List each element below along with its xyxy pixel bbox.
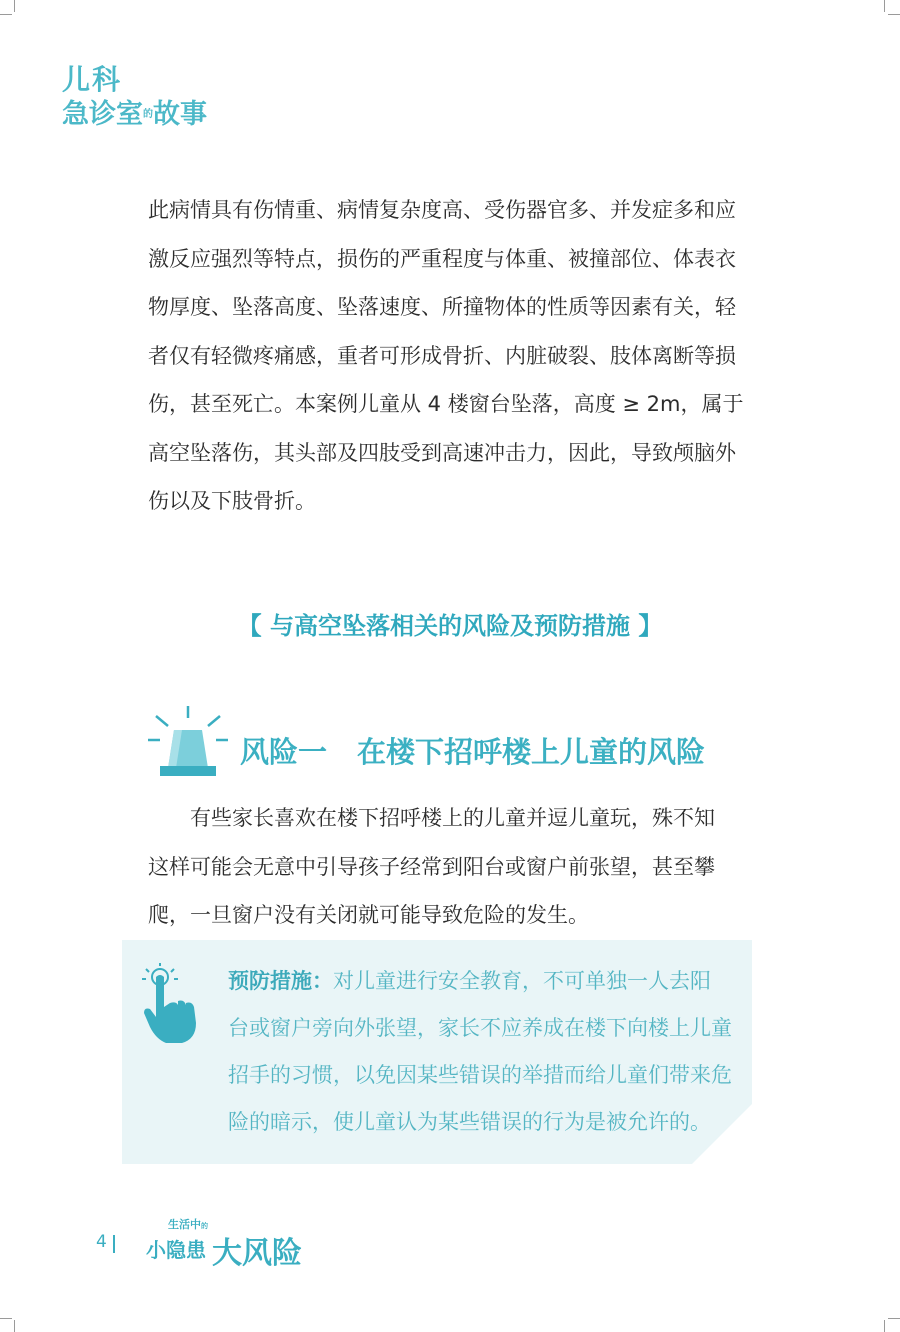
text-line: 险的暗示，使儿童认为某些错误的行为是被允许的。 [228,1110,711,1134]
text-line: 这样可能会无意中引导孩子经常到阳台或窗户前张望，甚至攀 [148,854,715,879]
risk-paragraph [148,794,738,940]
logo-line2: 急诊室$^的$故事 [62,99,207,130]
text-line: 此病情具有伤情重、病情复杂度高、受伤器官多、并发症多和应 [148,198,736,222]
crop-mark [14,1320,15,1332]
prevention-text [228,958,732,1146]
crop-mark [884,0,885,12]
text-line: 伤以及下肢骨折。 [148,489,316,513]
section-title: 【 与高空坠落相关的风险及预防措施 】 [237,612,663,640]
crop-mark [888,14,900,15]
risk-heading [240,730,705,771]
prevention-label: 预防措施： [228,969,333,993]
crop-mark [884,1320,885,1332]
text-line: 招手的习惯，以免因某些错误的举措而给儿童们带来危 [228,1063,732,1087]
page-number: 4 [96,1232,107,1252]
series-logo-mid: 小隐患 [146,1238,206,1262]
text-line: 物厚度、坠落高度、坠落速度、所撞物体的性质等因素有关，轻 [148,295,736,319]
crop-mark [14,0,15,12]
intro-paragraph [148,186,744,526]
crop-mark [0,14,12,15]
text-line: 激反应强烈等特点，损伤的严重程度与体重、被撞部位、体表衣 [148,246,736,271]
pointing-hand-icon [140,963,204,1047]
alarm-light-icon [148,704,228,780]
risk-title: 在楼下招呼楼上儿童的风险 [357,735,706,769]
series-logo-small: 生活中的 [168,1218,208,1231]
text-line: 高空坠落伤，其头部及四肢受到高速冲击力，因此，导致颅脑外 [148,440,736,465]
crop-mark [0,1318,12,1319]
text-line: 台或窗户旁向外张望，家长不应养成在楼下向楼上儿童 [228,1016,732,1040]
logo-line1: 儿科 [62,63,123,96]
risk-number: 风险一 [240,735,328,769]
text-line: 者仅有轻微疼痛感，重者可形成骨折、内脏破裂、肢体离断等损 [148,343,736,368]
series-logo-big: 大风险 [212,1236,302,1271]
text-line: 爬，一旦窗户没有关闭就可能导致危险的发生。 [148,903,589,927]
text-line: 预防措施：对儿童进行安全教育，不可单独一人去阳 [228,969,711,993]
page-divider [113,1235,115,1253]
text-line: 伤，甚至死亡。本案例儿童从 4 楼窗台坠落，高度 ≥ 2m，属于 [148,392,744,416]
book-logo [62,64,207,132]
crop-mark [888,1318,900,1319]
text-line: 有些家长喜欢在楼下招呼楼上的儿童并逗儿童玩，殊不知 [148,806,715,830]
